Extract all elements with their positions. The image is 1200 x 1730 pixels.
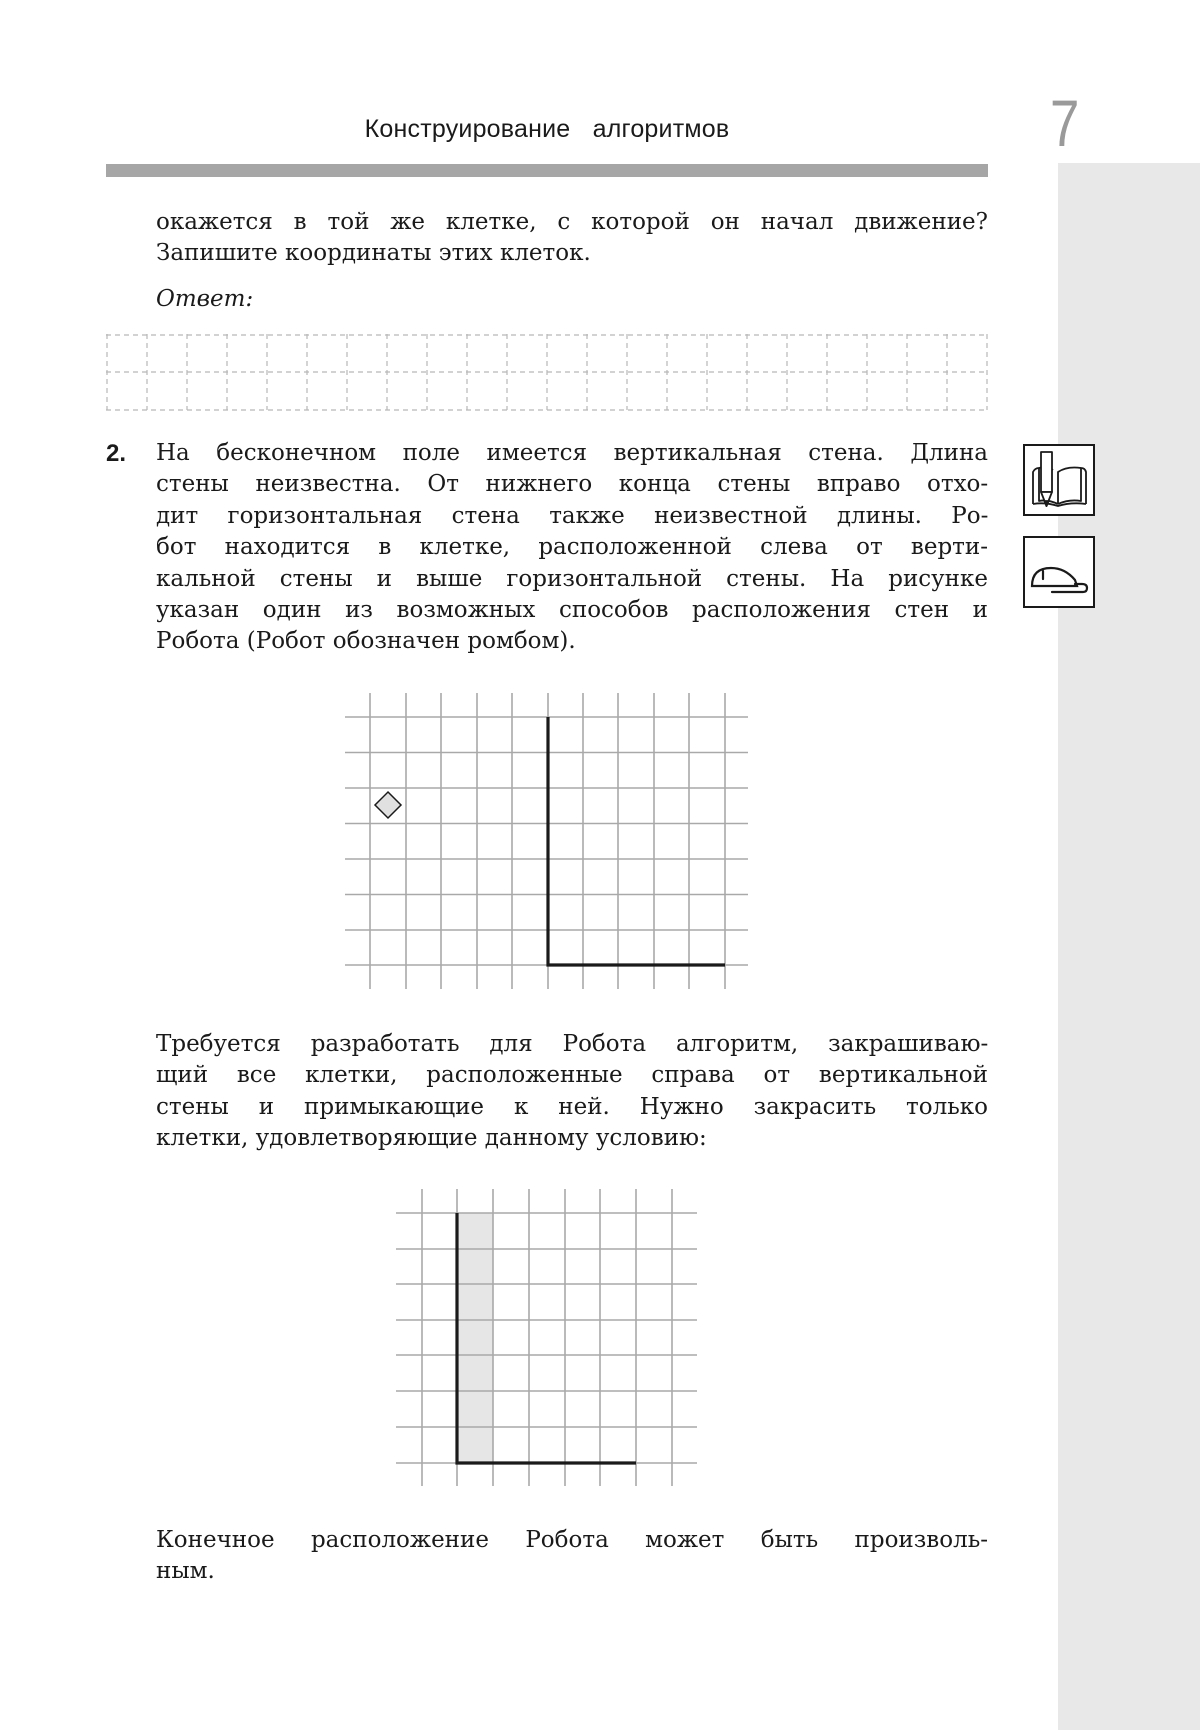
pencil-book-icon [1023, 444, 1095, 516]
text-line: окажется в той же клетке, с которой он начал движение? [156, 209, 988, 235]
text-line: стены и примыкающие к ней. Нужно закрасить только [156, 1093, 988, 1120]
wall [548, 717, 725, 965]
answer-label: Ответ: [156, 286, 254, 312]
continuation-paragraph [156, 207, 988, 270]
text-line: ным. [156, 1558, 215, 1585]
text-line: указан один из возможных способов расположения стен и [156, 597, 988, 624]
answer-field[interactable] [106, 334, 990, 419]
text-line: Запишите координаты этих клеток. [156, 240, 591, 267]
text-line: Робота (Робот обозначен ромбом). [156, 628, 576, 655]
final-note-paragraph [156, 1525, 988, 1588]
running-title: Конструирование алгоритмов [364, 115, 730, 143]
text-line: кальной стены и выше горизонтальной стены. На рисунке [156, 565, 988, 592]
header-rule [106, 164, 988, 177]
text-line: Требуется разработать для Робота алгоритм, закрашиваю- [156, 1031, 989, 1057]
computer-mouse-icon [1023, 536, 1095, 608]
robot-diamond [375, 792, 401, 818]
task-paragraph [156, 438, 988, 658]
requirement-paragraph [156, 1029, 988, 1155]
figure-initial-field [330, 680, 760, 1005]
text-line: На бесконечном поле имеется вертикальная стена. Длина [156, 440, 988, 466]
margin-side-panel [1058, 163, 1200, 1730]
shaded-cells [457, 1213, 493, 1463]
text-line: клетки, удовлетворяющие данному условию: [156, 1125, 707, 1152]
answer-grid-lines [106, 334, 990, 414]
text-line: стены неизвестна. От нижнего конца стены вправо отхо- [156, 471, 989, 498]
text-line: Конечное расположение Робота может быть произволь- [156, 1527, 988, 1553]
figure-result-field [380, 1170, 720, 1505]
text-line: дит горизонтальная стена также неизвестной длины. Ро- [156, 502, 989, 529]
text-line: щий все клетки, расположенные справа от вертикальной [156, 1062, 988, 1089]
text-line: бот находится в клетке, расположенной слева от верти- [156, 534, 988, 561]
task-number: 2. [106, 440, 127, 467]
chapter-number: 7 [1050, 86, 1080, 160]
